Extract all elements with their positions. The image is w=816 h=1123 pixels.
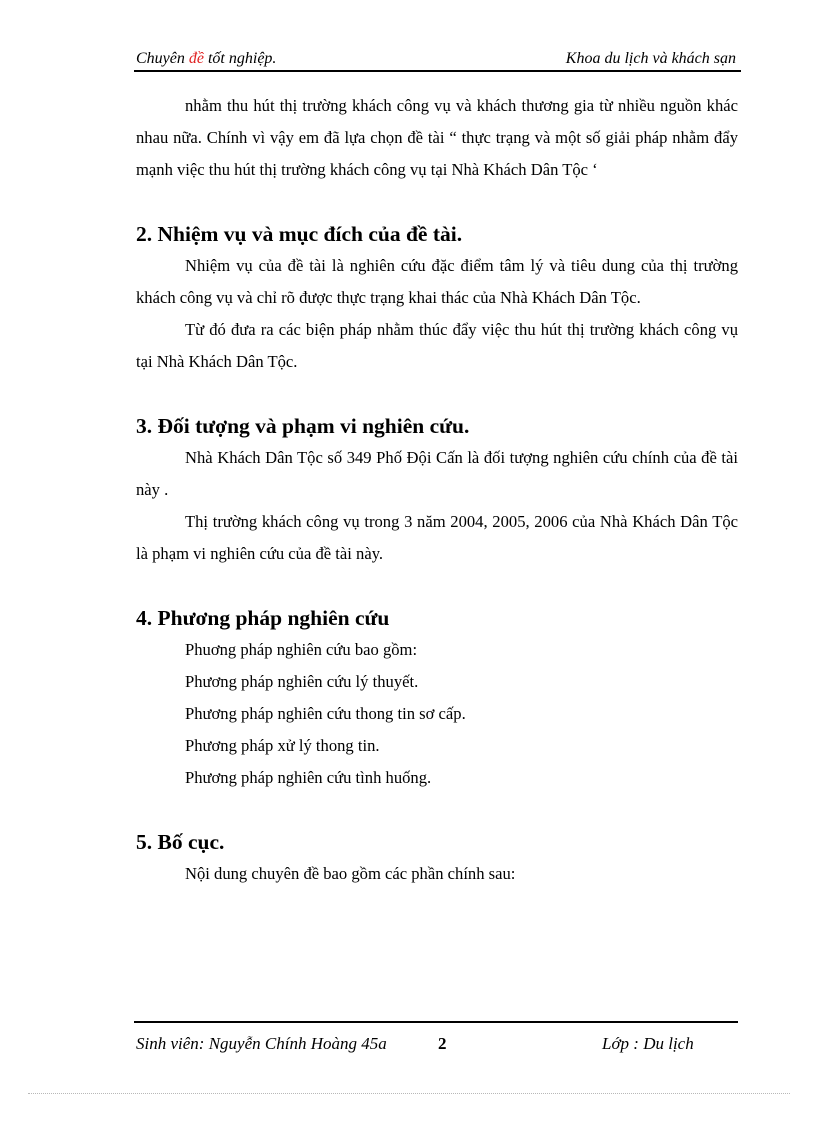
header-title: Chuyên đề tốt nghiệp. (136, 50, 277, 67)
section-5-heading: 5. Bố cục. (136, 830, 225, 854)
footer-class: Lớp : Du lịch (602, 1034, 694, 1053)
section-2-heading: 2. Nhiệm vụ và mục đích của đề tài. (136, 222, 463, 246)
section-5-paragraph-1: Nội dung chuyên đề bao gồm các phần chính sau: (185, 864, 516, 883)
method-list-item: Phương pháp nghiên cứu thong tin sơ cấp. (185, 704, 466, 723)
method-list-item: Phương pháp xử lý thong tin. (185, 736, 380, 755)
footer-divider (134, 1021, 738, 1023)
document-body (136, 90, 738, 890)
method-list-item: Phương pháp nghiên cứu lý thuyết. (185, 672, 419, 691)
section-2-paragraph-1: Nhiệm vụ của đề tài là nghiên cứu đặc điểm tâm lý và tiêu dung của thị trường khách công vụ và chỉ rõ được thực trạng khai thác của Nhà Khách Dân Tộc. (136, 256, 738, 307)
section-4-heading: 4. Phương pháp nghiên cứu (136, 606, 390, 630)
page-header (134, 48, 740, 72)
section-2-paragraph-2: Từ đó đưa ra các biện pháp nhằm thúc đẩy việc thu hút thị trường khách công vụ tại Nhà Khách Dân Tộc. (136, 320, 738, 371)
intro-paragraph: nhằm thu hút thị trường khách công vụ và khách thương gia từ nhiều nguồn khác nhau nữa. Chính vì vậy em đã lựa chọn đề tài “ thực trạng và một số giải pháp nhằm đẩy mạnh việc thu hút thị trường khách công vụ tại Nhà Khách Dân Tộc ‘ (136, 96, 738, 179)
page-number: 2 (438, 1034, 447, 1053)
header-divider (134, 70, 741, 72)
section-3-paragraph-2: Thị trường khách công vụ trong 3 năm 2004, 2005, 2006 của Nhà Khách Dân Tộc là phạm vi nghiên cứu của đề tài này. (136, 512, 738, 563)
method-list-item: Phuơng pháp nghiên cứu bao gồm: (185, 640, 418, 659)
page-footer (136, 1033, 738, 1077)
section-3-heading: 3. Đối tượng và phạm vi nghiên cứu. (136, 414, 470, 438)
footer-student-name: Sinh viên: Nguyễn Chính Hoàng 45a (136, 1034, 387, 1053)
method-list-item: Phương pháp nghiên cứu tình huống. (185, 768, 432, 787)
section-3-paragraph-1: Nhà Khách Dân Tộc số 349 Phố Đội Cấn là đối tượng nghiên cứu chính của đề tài này . (136, 448, 738, 499)
page-edge-dotted-line (28, 1093, 790, 1094)
header-department: Khoa du lịch và khách sạn (565, 50, 736, 67)
header-accent-word: đề (188, 50, 204, 67)
